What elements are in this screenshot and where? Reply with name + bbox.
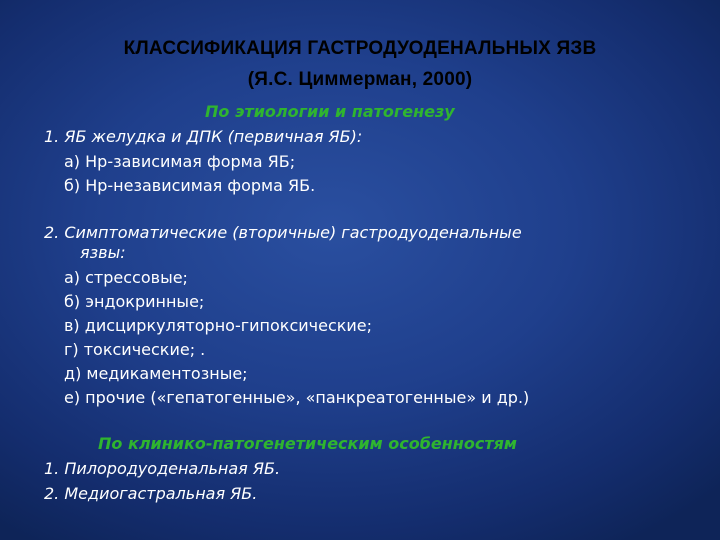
list-item-mediogastric: 2. Медиогастральная ЯБ. — [44, 484, 258, 503]
list-subitem-dyscirculatory: в) дисциркуляторно-гипоксические; — [64, 316, 373, 335]
list-item-symptomatic-cont: язвы: — [80, 243, 126, 262]
list-item-primary: 1. ЯБ желудка и ДПК (первичная ЯБ): — [44, 127, 363, 146]
list-subitem-stress: а) стрессовые; — [64, 268, 188, 287]
slide-subtitle-author: (Я.С. Циммерман, 2000) — [247, 69, 473, 90]
list-subitem-medication: д) медикаментозные; — [64, 364, 248, 383]
list-subitem-hp-independent: б) Нр-независимая форма ЯБ. — [64, 176, 316, 195]
list-subitem-hp-dependent: а) Нр-зависимая форма ЯБ; — [64, 152, 296, 171]
slide-title: КЛАССИФИКАЦИЯ ГАСТРОДУОДЕНАЛЬНЫХ ЯЗВ — [123, 38, 597, 59]
list-subitem-other: е) прочие («гепатогенные», «панкреатогенные» и др.) — [64, 388, 530, 407]
section-heading-clinical: По клинико-патогенетическим особенностям — [98, 434, 517, 453]
list-item-pyloroduodenal: 1. Пилородуоденальная ЯБ. — [44, 459, 281, 478]
list-subitem-endocrine: б) эндокринные; — [64, 292, 205, 311]
section-heading-etiology: По этиологии и патогенезу — [205, 102, 455, 121]
list-subitem-toxic: г) токсические; . — [64, 340, 206, 359]
list-item-symptomatic: 2. Симптоматические (вторичные) гастродуоденальные — [44, 223, 522, 242]
